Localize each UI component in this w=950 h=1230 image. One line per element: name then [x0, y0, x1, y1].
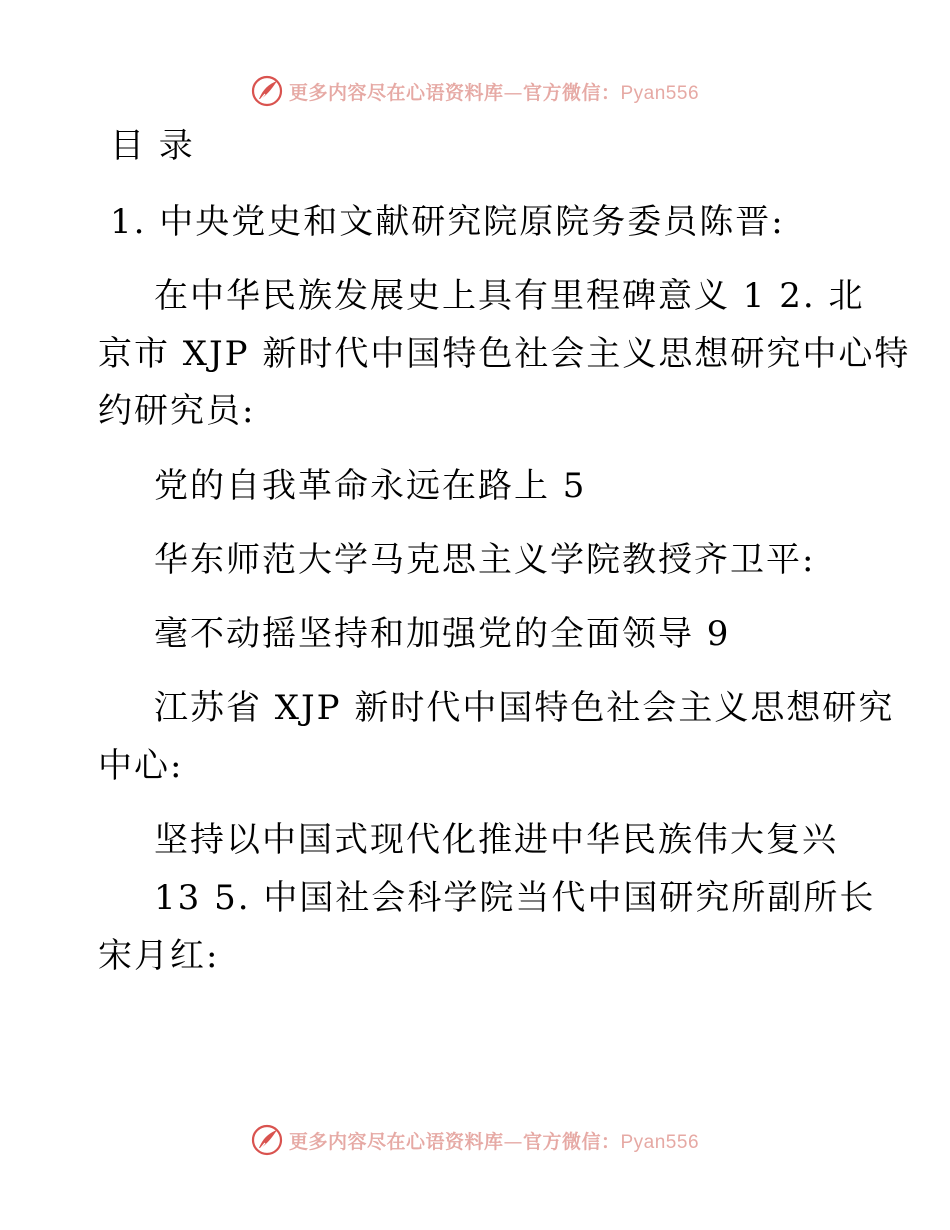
- toc-line: 13 5. 中国社会科学院当代中国研究所副所长: [154, 878, 876, 918]
- toc-line: 华东师范大学马克思主义学院教授齐卫平:: [154, 540, 816, 580]
- toc-line: 坚持以中国式现代化推进中华民族伟大复兴: [154, 820, 838, 860]
- watermark-group: [251, 1124, 699, 1156]
- quill-logo-icon: [251, 75, 283, 107]
- toc-line: 江苏省 XJP 新时代中国特色社会主义思想研究: [154, 688, 895, 728]
- toc-line: 中心:: [98, 746, 184, 786]
- toc-line: 党的自我革命永远在路上 5: [154, 466, 587, 506]
- toc-line: 约研究员:: [98, 391, 256, 431]
- watermark-text: [289, 78, 699, 105]
- toc-line: 京市 XJP 新时代中国特色社会主义思想研究中心特: [98, 334, 911, 374]
- footer-watermark: [0, 1120, 950, 1160]
- toc-line: 毫不动摇坚持和加强党的全面领导 9: [154, 614, 731, 654]
- watermark-brand: 更多内容尽在心语资料库: [288, 81, 504, 104]
- watermark-label: 官方微信：: [522, 81, 621, 104]
- watermark-account: Pyan556: [620, 1131, 700, 1153]
- quill-logo-icon: [251, 1124, 283, 1156]
- watermark-account: Pyan556: [620, 82, 700, 104]
- watermark-separator: —: [503, 1130, 523, 1153]
- watermark-label: 官方微信：: [522, 1130, 621, 1153]
- toc-line: 1. 中央党史和文献研究院原院务委员陈晋:: [110, 202, 785, 242]
- toc-line: 在中华民族发展史上具有里程碑意义 1 2. 北: [154, 276, 865, 316]
- toc-heading: 目 录: [110, 126, 195, 166]
- watermark-separator: —: [503, 81, 523, 104]
- header-watermark: [0, 71, 950, 111]
- watermark-group: [251, 75, 699, 107]
- toc-line: 宋月红:: [98, 936, 220, 976]
- watermark-brand: 更多内容尽在心语资料库: [288, 1130, 504, 1153]
- watermark-text: [289, 1127, 699, 1154]
